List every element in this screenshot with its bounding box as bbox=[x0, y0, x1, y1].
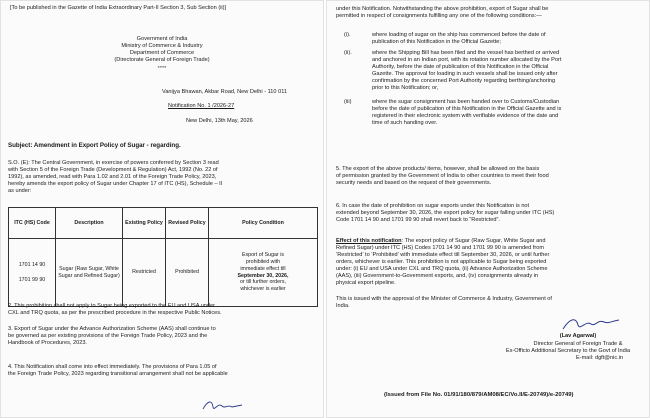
continuation-line-1: under this Notification. Notwithstanding the above prohibition, export of Sugar shall be bbox=[336, 6, 549, 12]
code-1: 1701 14 90 bbox=[18, 261, 46, 268]
col-header-description: Description bbox=[56, 208, 123, 239]
policy-table-header bbox=[9, 208, 318, 239]
effect-line-6: (AAS), (iii) Government-to-Government exports, and, (iv) consignments already in bbox=[336, 273, 539, 279]
para5-line-2: of permission granted by the Government of India to other countries to meet their food bbox=[336, 173, 549, 179]
condition-iii-line-1: where the sugar consignment has been handed over to Customs/Custodian bbox=[372, 99, 560, 105]
effect-first-text: : The export policy of Sugar (Raw Sugar, White Sugar and bbox=[401, 238, 546, 244]
col-header-code: ITC (HS) Code bbox=[9, 208, 56, 239]
org-line-1: Government of India bbox=[136, 36, 188, 42]
effect-line-7: physical export pipeline. bbox=[336, 280, 396, 286]
condition-ii-line-6: prior to this Notification; or, bbox=[372, 85, 439, 91]
file-number: (Issued from File No. 01/91/180/879/AM08/EC/Vo.II/E-20749)/e-20749) bbox=[384, 392, 574, 398]
org-line-3: Department of Commerce bbox=[129, 50, 195, 56]
condition-line-1: Export of Sugar is bbox=[241, 252, 285, 259]
signatory-title-1: Director General of Foreign Trade & bbox=[533, 341, 623, 347]
para4-line-2: the Foreign Trade Policy, 2023 regarding transitional arrangement shall not be applicable bbox=[8, 371, 228, 377]
officer-signature-icon bbox=[560, 315, 622, 333]
condition-i-line-1: where loading of sugar on the ship has commenced before the date of bbox=[372, 32, 546, 38]
condition-ii-line-3: Authority, before the date of publication of this Notification in the Official bbox=[372, 64, 549, 70]
condition-deadline: September 30, 2026, bbox=[237, 272, 289, 279]
intro-line-2: with Section 5 of the Foreign Trade (Development & Regulation) Act, 1992 (No. 22 of bbox=[8, 167, 218, 173]
para3-line-3: Handbook of Procedures, 2023. bbox=[8, 340, 87, 346]
gazette-header-note: [To be published in the Gazette of India Extraordinary Part-II Section 3, Sub Section (ii)] bbox=[10, 5, 227, 11]
col-header-condition: Policy Condition bbox=[209, 208, 318, 239]
para6-line-2: extended beyond September 30, 2026, the export policy for sugar falling under ITC (HS) bbox=[336, 210, 555, 216]
para4-line-1: 4. This Notification shall come into effect immediately. The provisions of Para 1.05 of bbox=[8, 364, 217, 370]
cell-description: Sugar (Raw Sugar, White Sugar and Refined Sugar) bbox=[56, 239, 123, 307]
notification-number: Notification No. 1 /2026-27 bbox=[168, 103, 235, 109]
condition-iii-line-4: time of such handing over. bbox=[372, 120, 438, 126]
para2-line-1: 2. This prohibition shall not apply to Sugar being exported to the EU and USA under bbox=[8, 303, 215, 309]
effect-line-3: ‘Restricted’ to ‘Prohibited’ with immediate effect till September 30, 2026, or until further bbox=[336, 252, 550, 258]
para5-line-1: 5. The export of the above products/ items, however, shall be allowed on the basis bbox=[336, 166, 540, 172]
intro-line-5: as under: bbox=[8, 188, 32, 194]
condition-iii-line-3: registered in their electronic system with verifiable evidence of the date and bbox=[372, 113, 559, 119]
notification-page-1 bbox=[0, 0, 324, 418]
continuation-line-2: permitted in respect of consignments fulfilling any one of the following conditions:— bbox=[336, 13, 542, 19]
col-header-existing: Existing Policy bbox=[123, 208, 166, 239]
effect-label: Effect of this notification bbox=[336, 238, 402, 244]
approval-line-1: This is issued with the approval of the Minister of Commerce & Industry, Government of bbox=[336, 296, 552, 302]
cell-existing-policy: Restricted bbox=[123, 239, 166, 307]
intro-line-4: hereby amends the export policy of Sugar under Chapter 17 of ITC (HS), Schedule – II bbox=[8, 181, 223, 187]
org-separator: ***** bbox=[157, 65, 167, 70]
office-address: Vanijya Bhawan, Akbar Road, New Delhi - 110 011 bbox=[162, 89, 287, 95]
cell-codes bbox=[9, 239, 56, 307]
subject-line: Subject: Amendment in Export Policy of Sugar - regarding. bbox=[8, 142, 181, 149]
effect-line-2: Refined Sugar) under ITC (HS) Codes 1701 14 90 and 1701 99 90 is amended from bbox=[336, 245, 545, 251]
signatory-email: E-mail: dgft@nic.in bbox=[576, 355, 624, 361]
intro-line-3: 1992), as amended, read with Para 1.02 and 2.01 of the Foreign Trade Policy, 2023, bbox=[8, 174, 217, 180]
cell-policy-condition bbox=[209, 239, 318, 307]
condition-line-3: immediate effect till bbox=[240, 265, 286, 272]
condition-line-5: or till further orders, bbox=[240, 279, 286, 286]
cell-revised-policy: Prohibited bbox=[166, 239, 209, 307]
approval-line-2: India. bbox=[336, 303, 350, 309]
condition-line-6: whichever is earlier bbox=[240, 286, 286, 293]
condition-iii-number: (iii) bbox=[344, 99, 352, 105]
org-line-4: (Directorate General of Foreign Trade) bbox=[114, 57, 210, 63]
condition-i-line-2: publication of this Notification in the Official Gazette; bbox=[372, 39, 501, 45]
condition-ii-number: (ii). bbox=[344, 50, 352, 56]
policy-table bbox=[8, 207, 318, 307]
para3-line-1: 3. Export of Sugar under the Advance Authorization Scheme (AAS) shall continue to bbox=[8, 326, 216, 332]
para2-line-2: CXL and TRQ quota, as per the prescribed procedure in the respective Public Notices. bbox=[8, 310, 222, 316]
para6-line-1: 6. In case the date of prohibition on sugar exports under this Notification is not bbox=[336, 203, 530, 209]
condition-iii-line-2: before the date of publication of this Notification in the Official Gazette and is bbox=[372, 106, 562, 112]
signatory-title-2: Ex-Officio Additional Secretary to the Govt of India bbox=[505, 348, 631, 354]
condition-line-2: prohibited with bbox=[245, 258, 281, 265]
initials-signature-icon bbox=[200, 398, 246, 414]
table-row bbox=[9, 239, 318, 307]
condition-i-number: (i). bbox=[344, 32, 351, 38]
para5-line-3: security needs and based on the request of their governments. bbox=[336, 180, 492, 186]
para6-line-3: Code 1701 14 90 and 1701 99 90 shall revert back to “Restricted”. bbox=[336, 217, 500, 223]
notification-page-2 bbox=[326, 0, 650, 418]
condition-ii-line-5: confirmation by the concerned Port Authority regarding berthing/anchoring bbox=[372, 78, 556, 84]
effect-line-4: orders, whichever is earlier. This prohibition is not applicable to Sugar being exported bbox=[336, 259, 547, 265]
code-2: 1701 99 90 bbox=[18, 276, 46, 283]
org-line-2: Ministry of Commerce & Industry bbox=[121, 43, 203, 49]
col-header-revised: Revised Policy bbox=[166, 208, 209, 239]
para3-line-2: be governed as per existing provisions of the Foreign Trade Policy, 2023 and the bbox=[8, 333, 208, 339]
effect-line-5: under: (i) EU and USA under CXL and TRQ quota, (ii) Advance Authorization Scheme bbox=[336, 266, 548, 272]
condition-ii-line-4: Gazette. The approval for loading in such vessels shall be issued only after bbox=[372, 71, 558, 77]
condition-ii-line-1: where the Shipping Bill has been filed and the vessel has berthed or arrived bbox=[372, 50, 560, 56]
notification-date: New Delhi, 13th May, 2026 bbox=[186, 118, 253, 124]
intro-line-1: S.O. (E): The Central Government, in exercise of powers conferred by Section 3 read bbox=[8, 160, 219, 166]
condition-ii-line-2: and anchored in an Indian port, with its rotation number allocated by the Port bbox=[372, 57, 562, 63]
signatory-name: (Lav Agarwal) bbox=[559, 333, 597, 339]
